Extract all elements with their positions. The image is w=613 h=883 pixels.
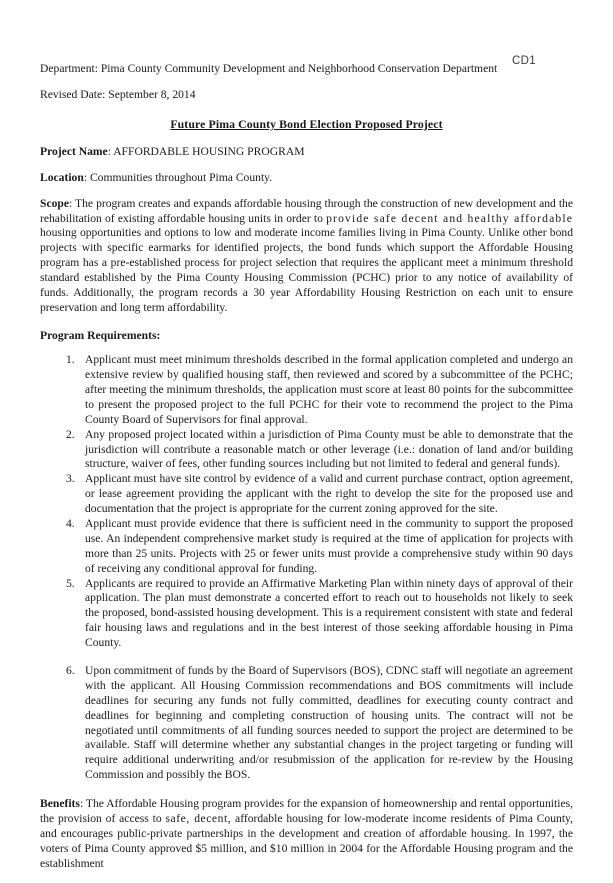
- document-code: CD1: [512, 55, 536, 67]
- list-item: [40, 428, 573, 473]
- scope-text-part-1: The program creates and expands affordable housing through the construction of new development and the rehabilitation of existing affordable housing units in order to: [40, 196, 573, 225]
- department-line: Department: Pima County Community Development and Neighborhood Conservation Department: [40, 62, 498, 75]
- location-line: [40, 171, 573, 186]
- program-requirements-label: Program Requirements: [40, 329, 157, 343]
- list-item: [40, 577, 573, 651]
- list-item: [40, 664, 573, 783]
- benefits-text-part-2: affordable housing for low-moderate income residents of Pima County, and encourages public-private partnerships in the development and creation of affordable housing. In 1997, the voters of Pima County approved $5 million, and $10 million in 2004 for the Affordable Housing program and the establishment: [40, 812, 573, 870]
- project-name-label: Project Name: [40, 144, 108, 158]
- benefits-label: Benefits: [40, 797, 80, 811]
- program-requirements-separator: :: [156, 329, 161, 343]
- benefits-text-part-1: The Affordable Housing program provides for the expansion of homeownership and rental opportunities, the provision of access to: [40, 797, 573, 826]
- scope-paragraph: [40, 197, 573, 317]
- scope-separator: :: [68, 196, 76, 210]
- location-separator: :: [83, 170, 90, 184]
- scope-label: Scope: [40, 196, 69, 210]
- benefits-paragraph: [40, 797, 573, 872]
- requirement-text: Any proposed project located within a jurisdiction of Pima County must be able to demonstrate that the jurisdiction will contribute a reasonable match or other leverage (i.e.: donation of land and/or building structure, waiver of fees, other funding sources including but not limited to federal and general funds).: [85, 427, 573, 471]
- location-label: Location: [40, 170, 84, 184]
- project-name-value: AFFORDABLE HOUSING PROGRAM: [113, 144, 305, 158]
- revised-date-line: Revised Date: September 8, 2014: [40, 87, 196, 101]
- list-item: [40, 472, 573, 517]
- requirement-text: Applicant must have site control by evidence of a valid and current purchase contract, option agreement, or lease agreement providing the applicant with the right to develop the site for the proposed use and documentation that the project is appropriate for the current zoning approved for the site.: [85, 472, 573, 516]
- list-item: [40, 517, 573, 577]
- document-title: Future Pima County Bond Election Proposed Project: [170, 116, 443, 131]
- requirement-text: Upon commitment of funds by the Board of Supervisors (BOS), CDNC staff will negotiate an agreement with the applicant. All Housing Commission recommendations and BOS commitments will include deadlines for securing any funds not fully committed, deadlines for executing county contract and deadlines for beginning and completing construction of housing units. The contract will not be negotiated until commitments of all funding sources needed to support the project are determined to be available. Staff will determine whether any substantial changes in the project targeting or funding will require additional underwriting and/or resubmission of the application for re-review by the Housing Commission and possibly the BOS.: [85, 664, 573, 782]
- requirement-text: Applicant must meet minimum thresholds described in the formal application completed and undergo an extensive review by qualified housing staff, then reviewed and scored by a subcommittee of the PCHC; after meeting the minimum thresholds, the application must score at least 80 points for the subcommittee to present the proposed project to the full PCHC for their vote to recommend the project to the Pima County Board of Supervisors for final approval.: [85, 353, 573, 426]
- project-name-separator: :: [107, 144, 114, 158]
- scope-text-part-2: housing opportunities and options to low and moderate income families living in Pima County. Unlike other bond projects with specific earmarks for identified projects, the bond funds which support the Affordable Housing program has a pre-established process for project selection that requires the applicant meet a minimum threshold standard established by the Pima County Housing Commission (PCHC) prior to any notice of availability of funds. Additionally, the program records a 30 year Affordability Housing Restriction on each unit to ensure preservation and long term affordability.: [40, 226, 573, 315]
- program-requirements-heading: [40, 329, 573, 342]
- project-name-line: [40, 145, 573, 160]
- requirement-text: Applicants are required to provide an Affirmative Marketing Plan within ninety days of approval of their application. The plan must demonstrate a concerted effort to reach out to households not likely to seek the proposed, bond-assisted housing development. This is a requirement consistent with state and federal fair housing laws and regulations and in the best interest of those seeking affordable housing in Pima County.: [85, 576, 573, 650]
- benefits-separator: :: [79, 797, 86, 811]
- program-requirements-list: [40, 353, 573, 783]
- list-item: [40, 353, 573, 427]
- benefits-emphasized-phrase: safe, decent,: [165, 812, 232, 826]
- document-content: [40, 62, 573, 883]
- requirement-text: Applicant must provide evidence that there is sufficient need in the community to support the proposed use. An independent comprehensive market study is required at the time of application for projects with more than 25 units. Projects with 25 or fewer units must provide a comprehensive study within 90 days of receiving any conditional approval for funding.: [85, 516, 573, 575]
- location-value: Communities throughout Pima County.: [89, 170, 273, 184]
- scope-emphasized-phrase: provide safe decent and healthy affordable: [326, 211, 573, 225]
